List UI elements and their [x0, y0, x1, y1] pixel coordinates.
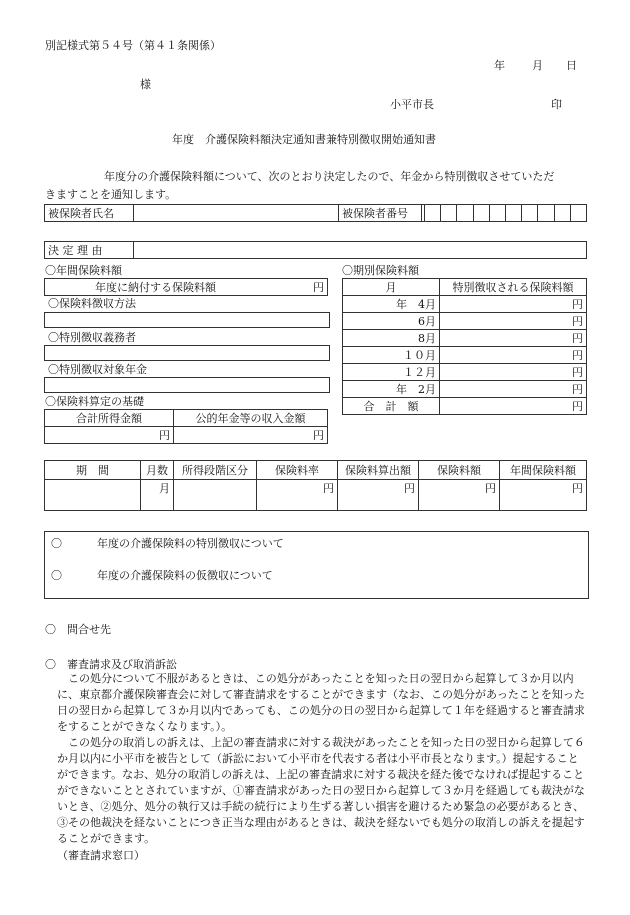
table-row — [343, 381, 587, 398]
insured-number-digit[interactable] — [505, 205, 521, 222]
date-month-label: 月 — [532, 59, 543, 72]
calc-header: 月数 — [141, 461, 174, 480]
insured-name-label: 被保険者氏名 — [45, 205, 134, 222]
insured-number-digit[interactable] — [522, 205, 538, 222]
income-value[interactable]: 円 — [45, 427, 174, 444]
period-month: 年 4月 — [343, 296, 440, 313]
appeal-paragraph-1: この処分について不服があるときは、この処分があったことを知った日の翌日から起算して３か月以内に、東京都介護保険審査会に対して審査請求をすることができます（なお、この処分があったことを知った日の翌日から起算して３か月以内であっても、この処分の日の翌日から起算して１年を経過すると審査請求をすることができなくなります。）。 — [57, 672, 585, 733]
insured-name-field[interactable] — [134, 205, 339, 222]
date-day-label: 日 — [566, 59, 577, 72]
calc-cell[interactable]: 円 — [338, 480, 419, 511]
appeal-window: （審査請求窓口） — [57, 849, 145, 862]
period-amount[interactable]: 円 — [440, 347, 587, 364]
method-label: 〇保険料徴収方法 — [48, 297, 136, 310]
calc-header: 期 間 — [45, 461, 141, 480]
calc-cell[interactable] — [45, 480, 141, 511]
insured-table — [44, 204, 587, 222]
basis-label: 〇保険料算定の基礎 — [45, 395, 144, 408]
table-row — [343, 347, 587, 364]
obligor-field[interactable] — [44, 345, 330, 361]
addressee-suffix: 様 — [140, 78, 151, 91]
issuer-name: 小平市長 — [390, 98, 434, 111]
period-amount[interactable]: 円 — [440, 313, 587, 330]
seal-mark: 印 — [551, 98, 562, 111]
date-year-label: 年 — [494, 59, 505, 72]
appeal-paragraph-2: この処分の取消しの訴えは、上記の審査請求に対する裁決があったことを知った日の翌日から起算して６か月以内に小平市を被告として（訴訟において小平市を代表する者は小平市長となります。）提起することができます。なお、処分の取消しの訴えは、上記の審査請求に対する裁決を経た後でなければ提起することができないこととされていますが、①審査請求があった日の翌日から起算して３か月を経過しても裁決がないとき、②処分、処分の執行又は手続の続行により生ずる著しい損害を避けるため緊急の必要があるとき、③その他裁決を経ないことにつき正当な理由があるときは、裁決を経ないでも処分の取消しの訴えを提起することができます。 — [57, 736, 585, 845]
period-amount[interactable]: 円 — [440, 296, 587, 313]
period-month-header: 月 — [343, 279, 440, 296]
table-row — [343, 313, 587, 330]
table-row — [45, 480, 587, 511]
period-amount[interactable]: 円 — [440, 330, 587, 347]
table-row — [343, 330, 587, 347]
period-total-amount[interactable]: 円 — [440, 398, 587, 415]
insured-number-digit[interactable] — [457, 205, 473, 222]
appeal-heading: 〇 審査請求及び取消訴訟 — [45, 658, 177, 671]
obligor-label: 〇特別徴収義務者 — [48, 331, 136, 344]
basis-table — [44, 409, 328, 444]
calc-cell[interactable]: 円 — [500, 480, 587, 511]
intro-line-1: 年度分の介護保険料額について、次のとおり決定したので、年金から特別徴収させていただ — [104, 170, 555, 183]
calc-table — [44, 460, 587, 511]
reason-table — [44, 241, 587, 259]
annual-pay-label: 年度に納付する保険料額 — [95, 281, 216, 294]
table-row — [343, 364, 587, 381]
period-month: 年 2月 — [343, 381, 440, 398]
period-amount[interactable]: 円 — [440, 364, 587, 381]
pension-income-header: 公的年金等の収入金額 — [174, 410, 328, 427]
pension-income-value[interactable]: 円 — [174, 427, 328, 444]
period-heading: 〇期別保険料額 — [342, 264, 419, 277]
period-month: 8月 — [343, 330, 440, 347]
table-row — [343, 398, 587, 415]
form-number: 別記様式第５４号（第４１条関係） — [45, 39, 221, 52]
period-amount-header: 特別徴収される保険料額 — [440, 279, 587, 296]
reason-label: 決 定 理 由 — [45, 242, 134, 259]
intro-line-2: きますことを通知します。 — [45, 188, 177, 201]
insured-number-label: 被保険者番号 — [339, 205, 422, 222]
period-table — [342, 278, 587, 415]
inquiry-label: 〇 問合せ先 — [45, 623, 111, 636]
pension-label: 〇特別徴収対象年金 — [48, 363, 147, 376]
calc-cell[interactable] — [174, 480, 257, 511]
period-month: 6月 — [343, 313, 440, 330]
period-amount[interactable]: 円 — [440, 381, 587, 398]
annual-pay-cell — [45, 279, 328, 296]
annual-pay-yen: 円 — [313, 281, 324, 294]
reason-field[interactable] — [134, 242, 587, 259]
annual-pay-table — [44, 278, 328, 296]
pension-field[interactable] — [44, 377, 330, 393]
calc-header: 保険料算出額 — [338, 461, 419, 480]
period-month: １０月 — [343, 347, 440, 364]
insured-number-digit[interactable] — [489, 205, 505, 222]
insured-number-digit[interactable] — [554, 205, 570, 222]
period-month: １２月 — [343, 364, 440, 381]
period-total-label: 合 計 額 — [343, 398, 440, 415]
notice-provisional-circle[interactable]: 〇 — [51, 569, 62, 582]
calc-cell[interactable]: 月 — [141, 480, 174, 511]
insured-number-digit[interactable] — [538, 205, 554, 222]
document-title: 年度 介護保険料額決定通知書兼特別徴収開始通知書 — [172, 133, 436, 146]
calc-header: 保険料率 — [257, 461, 338, 480]
annual-heading: 〇年間保険料額 — [45, 264, 122, 277]
notice-special-circle[interactable]: 〇 — [51, 537, 62, 550]
method-field[interactable] — [44, 312, 330, 328]
insured-number-digit[interactable] — [570, 205, 586, 222]
notice-box — [44, 531, 589, 599]
table-row — [343, 296, 587, 313]
calc-header: 保険料額 — [419, 461, 500, 480]
calc-cell[interactable]: 円 — [257, 480, 338, 511]
notice-special-text: 年度の介護保険料の特別徴収について — [97, 537, 284, 550]
calc-header: 所得段階区分 — [174, 461, 257, 480]
income-header: 合計所得金額 — [45, 410, 174, 427]
calc-header: 年間保険料額 — [500, 461, 587, 480]
insured-number-digit[interactable] — [473, 205, 489, 222]
calc-cell[interactable]: 円 — [419, 480, 500, 511]
insured-number-digit[interactable] — [441, 205, 457, 222]
insured-number-digit[interactable] — [425, 205, 441, 222]
notice-provisional-text: 年度の介護保険料の仮徴収について — [97, 569, 273, 582]
